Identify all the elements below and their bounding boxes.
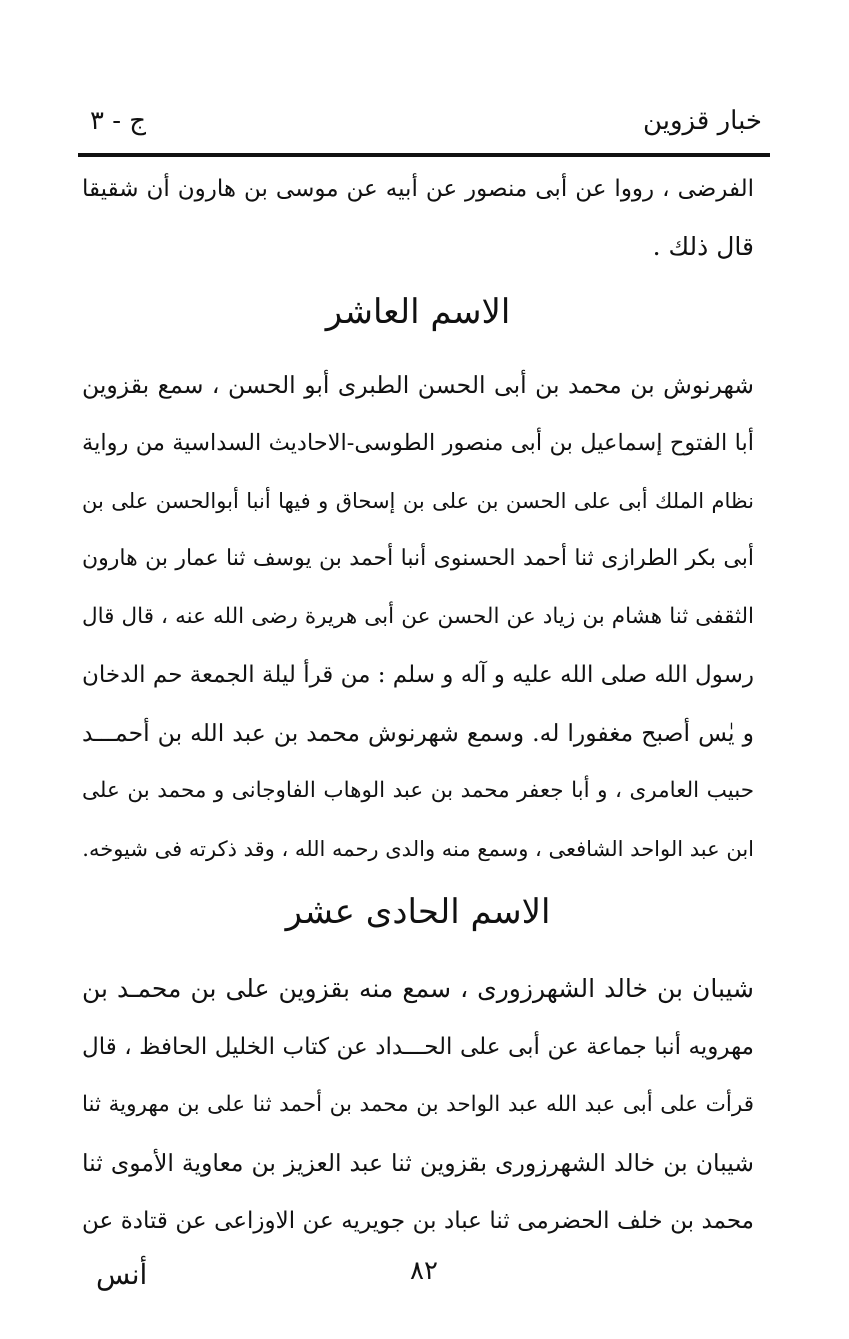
running-title: خبار قزوين [642, 106, 762, 136]
text-line: قال ذلك . [652, 232, 754, 261]
section-11-paragraph [82, 960, 754, 1250]
text-line: الثقفى ثنا هشام بن زياد عن الحسن عن أبى هريرة رضى الله عنه ، قال قال [82, 604, 754, 629]
text-line: شيبان بن خالد الشهرزورى بقزوين ثنا عبد العزيز بن معاوية الأموى ثنا [82, 1149, 754, 1177]
text-line: رسول الله صلى الله عليه و آله و سلم : من قرأ ليلة الجمعة حم الدخان [82, 662, 754, 688]
text-line: حبيب العامرى ، و أبا جعفر محمد بن عبد الوهاب الفاوجانى و محمد بن على [82, 778, 754, 803]
intro-paragraph [82, 160, 754, 276]
catchword: أنس [96, 1258, 148, 1291]
text-line: شهرنوش بن محمد بن أبى الحسن الطبرى أبو الحسن ، سمع بقزوين [82, 371, 754, 399]
volume-label: ج - ٣ [90, 106, 147, 136]
text-line: ابن عبد الواحد الشافعى ، وسمع منه والدى رحمه الله ، وقد ذكرته فى شيوخه. [82, 837, 754, 861]
section-heading-11: الاسم الحادى عشر [285, 892, 551, 932]
text-line: الفرضى ، رووا عن أبى منصور عن أبيه عن موسى بن هارون أن شقيقا [82, 176, 754, 202]
page-number: ٨٢ [410, 1256, 438, 1286]
running-header [78, 100, 770, 150]
text-line: أبا الفتوح إسماعيل بن أبى منصور الطوسى-الاحاديث السداسية من رواية [82, 430, 754, 456]
text-line: نظام الملك أبى على الحسن بن على بن إسحاق و فيها أنبا أبوالحسن على بن [82, 489, 754, 513]
text-line: قرأت على أبى عبد الله عبد الواحد بن محمد بن أحمد ثنا على بن مهروية ثنا [82, 1092, 754, 1117]
text-line: مهرويه أنبا جماعة عن أبى على الحـــداد عن كتاب الخليل الحافظ ، قال [82, 1034, 754, 1060]
text-line: محمد بن خلف الحضرمى ثنا عباد بن جويريه عن الاوزاعى عن قتادة عن [82, 1208, 754, 1234]
header-rule [78, 153, 770, 157]
section-10-paragraph [82, 356, 754, 878]
text-line: أبى بكر الطرازى ثنا أحمد الحسنوى أنبا أحمد بن يوسف ثنا عمار بن هارون [82, 546, 754, 571]
section-heading-10: الاسم العاشر [325, 292, 511, 332]
text-line: شيبان بن خالد الشهرزورى ، سمع منه بقزوين على بن محمـد بن [82, 974, 754, 1003]
text-line: و يٰس أصبح مغفورا له. وسمع شهرنوش محمد بن عبد الله بن أحمـــد [82, 719, 754, 747]
